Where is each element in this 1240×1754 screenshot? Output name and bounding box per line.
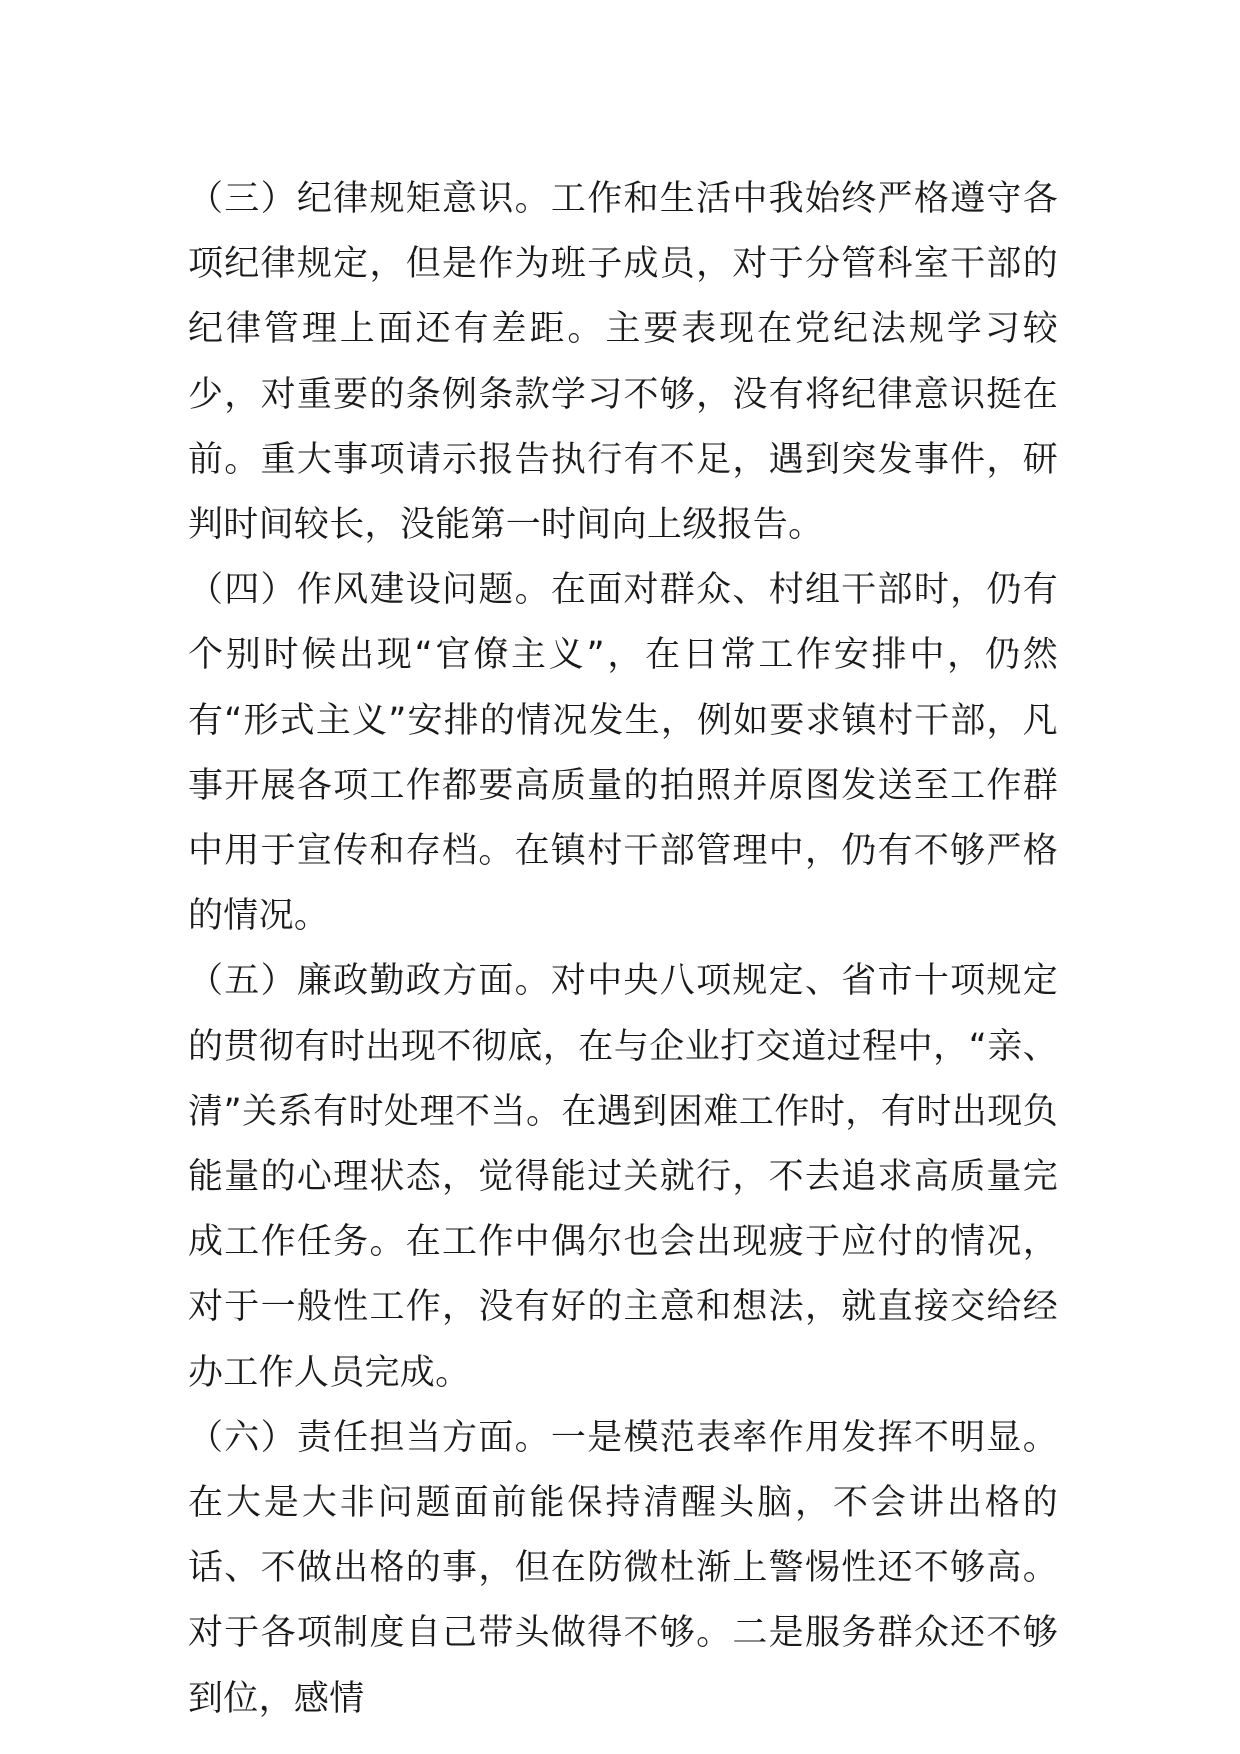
paragraph-integrity-diligence: （五）廉政勤政方面。对中央八项规定、省市十项规定的贯彻有时出现不彻底，在与企业打交道过程中，“亲、清”关系有时处理不当。在遇到困难工作时，有时出现负能量的心理状态，觉得能过关就行，不去追求高质量完成工作任务。在工作中偶尔也会出现疲于应付的情况，对于一般性工作，没有好的主意和想法，就直接交给经办工作人员完成。 — [188, 961, 1058, 1393]
document-body — [188, 167, 1058, 1732]
paragraph-work-style: （四）作风建设问题。在面对群众、村组干部时，仍有个别时候出现“官僚主义”，在日常工作安排中，仍然有“形式主义”安排的情况发生，例如要求镇村干部，凡事开展各项工作都要高质量的拍照并原图发送至工作群中用于宣传和存档。在镇村干部管理中，仍有不够严格的情况。 — [188, 570, 1058, 937]
paragraph-responsibility: （六）责任担当方面。一是模范表率作用发挥不明显。在大是大非问题面前能保持清醒头脑，不会讲出格的话、不做出格的事，但在防微杜渐上警惕性还不够高。对于各项制度自己带头做得不够。二是服务群众还不够到位，感情 — [188, 1417, 1058, 1719]
paragraph-discipline-awareness: （三）纪律规矩意识。工作和生活中我始终严格遵守各项纪律规定，但是作为班子成员，对于分管科室干部的纪律管理上面还有差距。主要表现在党纪法规学习较少，对重要的条例条款学习不够，没有将纪律意识挺在前。重大事项请示报告执行有不足，遇到突发事件，研判时间较长，没能第一时间向上级报告。 — [188, 179, 1058, 546]
